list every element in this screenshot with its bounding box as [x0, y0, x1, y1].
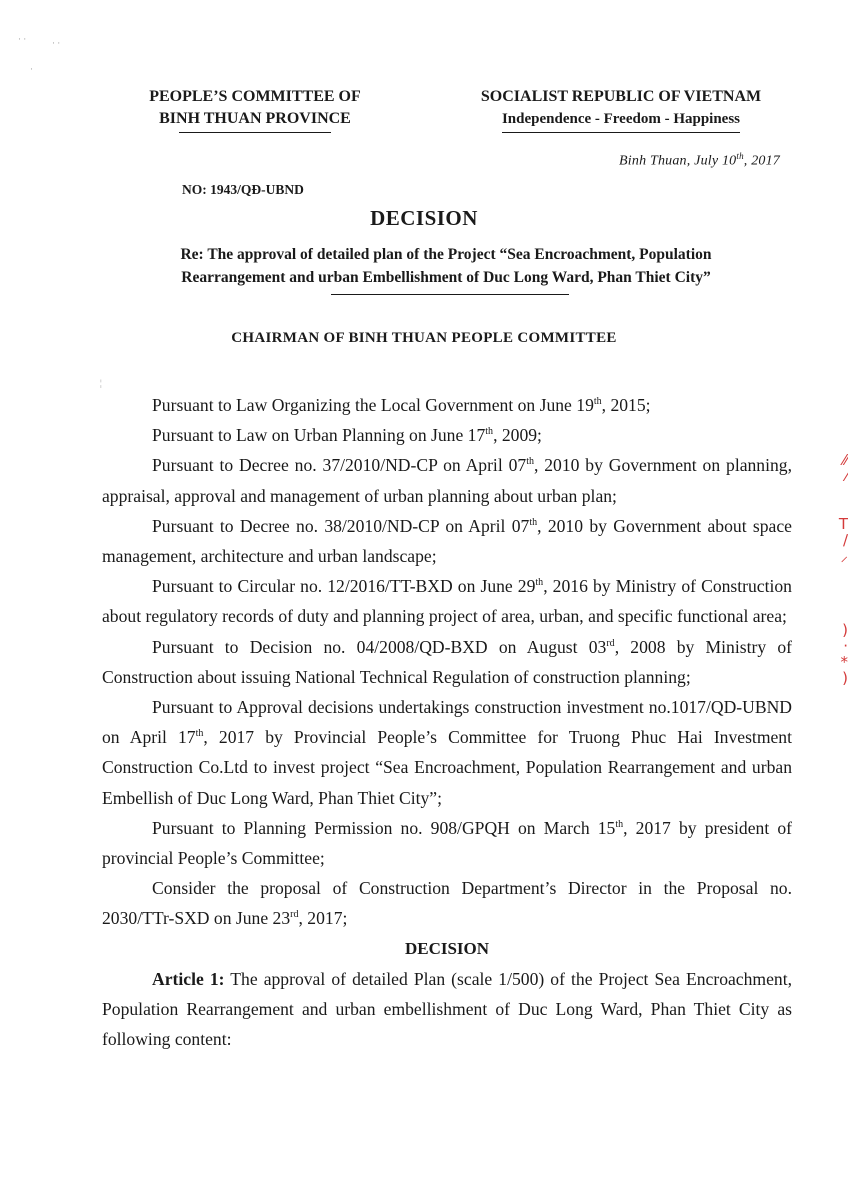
issuer-line-1: PEOPLE’S COMMITTEE OF — [149, 88, 361, 105]
scan-speck: · · — [18, 34, 27, 44]
scan-speck: ¦ — [100, 378, 102, 388]
pursuant-paragraph: Pursuant to Decree no. 38/2010/ND-CP on April 07th, 2010 by Government about space management, architecture and urban landscape; — [102, 515, 792, 567]
article-text: The approval of detailed Plan (scale 1/500) of the Project Sea Encroachment, Population Rearrangement and urban embellishment of Duc Long Ward, Phan Thiet City as following content: — [102, 968, 792, 1050]
issuer-line-2: BINH THUAN PROVINCE — [159, 108, 351, 130]
article-label: Article 1: — [152, 968, 225, 989]
date-suffix: , 2017 — [743, 153, 780, 169]
subject-line-2: Rearrangement and urban Embellishment of Duc Long Ward, Phan Thiet City” — [181, 269, 711, 286]
subject-block — [90, 243, 802, 289]
pursuant-paragraph: Pursuant to Circular no. 12/2016/TT-BXD on June 29th, 2016 by Ministry of Construction about regulatory records of duty and planning project of area, urban, and specific functional area; — [102, 576, 792, 627]
national-motto: Independence - Freedom - Happiness — [502, 108, 740, 130]
authority-heading: CHAIRMAN OF BINH THUAN PEOPLE COMMITTEE — [231, 330, 617, 346]
date-sup: th — [736, 151, 744, 161]
document-number: NO: 1943/QĐ-UBND — [182, 182, 304, 197]
issuer-block — [110, 86, 400, 130]
pursuant-paragraph: Pursuant to Planning Permission no. 908/GPQH on March 15th, 2017 by president of provincial People’s Committee; — [102, 817, 792, 869]
scan-speck: · — [30, 64, 33, 74]
document-title: DECISION — [370, 206, 478, 230]
pursuant-paragraph: Pursuant to Law Organizing the Local Government on June 19th, 2015; — [152, 395, 651, 415]
pursuant-paragraph: Pursuant to Decree no. 37/2010/ND-CP on April 07th, 2010 by Government on planning, appraisal, approval and management of urban planning about urban plan; — [102, 455, 792, 506]
pursuant-paragraph: Pursuant to Approval decisions undertakings construction investment no.1017/QD-UBND on April 17th, 2017 by Provincial People’s Committee for Truong Phuc Hai Investment Construction Co.Ltd to invest project “Sea Encroachment, Population Rearrangement and urban Embellish of Duc Long Ward, Phan Thiet City”; — [102, 697, 792, 808]
decision-heading: DECISION — [404, 938, 490, 958]
subject-underline — [331, 294, 569, 295]
national-motto-block — [448, 86, 794, 130]
pursuant-paragraph: Pursuant to Decision no. 04/2008/QD-BXD on August 03rd, 2008 by Ministry of Construction about issuing National Technical Regulation of construction planning; — [102, 636, 792, 687]
document-date — [480, 151, 780, 170]
seal-fragment-icon: ⁄⁄ ⁄ — [842, 451, 848, 485]
seal-fragment-icon: T ∕ ⸝ — [838, 515, 848, 565]
proposal-paragraph: Consider the proposal of Construction Department’s Director in the Proposal no. 2030/TTr-SXD on June 23rd, 2017; — [102, 878, 792, 929]
subject-line-1: Re: The approval of detailed plan of the Project “Sea Encroachment, Population — [180, 246, 712, 263]
document-body — [102, 390, 792, 1054]
pursuant-paragraph: Pursuant to Law on Urban Planning on June 17th, 2009; — [152, 425, 542, 446]
scan-speck: · · — [52, 38, 61, 48]
seal-fragment-icon: ) · * ) — [840, 621, 848, 687]
date-prefix: Binh Thuan, July 10 — [619, 153, 737, 169]
article-1-paragraph — [102, 964, 792, 1055]
country-name: SOCIALIST REPUBLIC OF VIETNAM — [480, 88, 762, 105]
